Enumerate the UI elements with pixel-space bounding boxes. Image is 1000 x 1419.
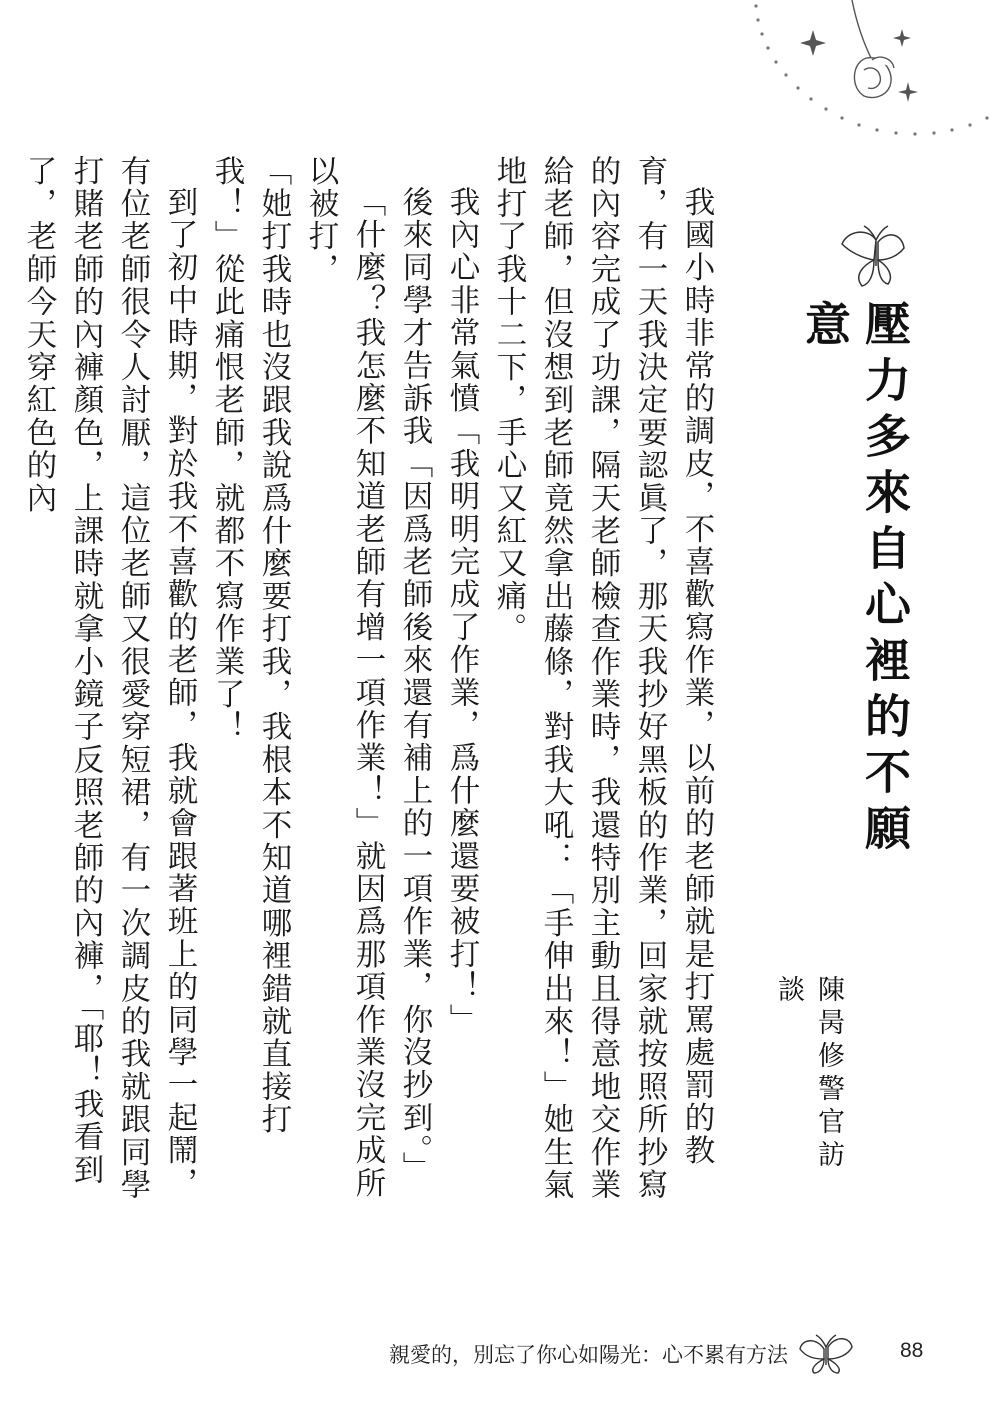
paragraph: 我內心非常氣憤「我明明完成了作業，爲什麼還要被打！」 [444,185,479,1036]
page-number: 88 [900,1339,924,1362]
flower-sparkle-icon [740,0,1000,150]
paragraph: 「她打我時也沒跟我說爲什麼要打我，我根本不知道哪裡錯就直接打我！」從此痛恨老師，就都不寫作業了！ [209,155,291,1136]
article-body [21,155,720,1215]
butterfly-icon [796,1329,856,1375]
running-footer-title: 親愛的，別忘了你心如陽光：心不累有方法 [389,1343,788,1367]
page-footer [0,1335,1000,1375]
author-byline: 陳昺修警官訪談 [773,975,844,1173]
paragraph: 後來同學才告訴我「因爲老師後來還有補上的一項作業，你沒抄到。」 [397,185,432,1184]
butterfly-icon [838,222,908,292]
paragraph: 我國小時非常的調皮，不喜歡寫作業，以前的老師就是打罵處罰的教育，有一天我決定要認眞了，那天我抄好黑板的作業，回家就按照所抄寫的內容完成了功課，隔天老師檢查作業時，我還特別主動且得意地交作業給老師，但沒想到老師竟然拿出藤條，對我大吼：「手伸出來！」她生氣地打了我十二下，手心又紅又痛。 [491,155,714,1202]
article-title: 壓力多來自心裡的不願意 [798,300,912,860]
paragraph: 「什麼？我怎麼不知道老師有增一項作業！」就因爲那項作業沒完成所以被打， [303,155,385,1200]
paragraph: 到了初中時期，對於我不喜歡的老師，我就會跟著班上的同學一起鬧，有位老師很令人討厭，這位老師又很愛穿短裙，有一次調皮的我就跟同學打賭老師的內褲顏色，上課時就拿小鏡子反照老師的內褲，「耶！我看到了，老師今天穿紅色的內 [21,155,197,1202]
